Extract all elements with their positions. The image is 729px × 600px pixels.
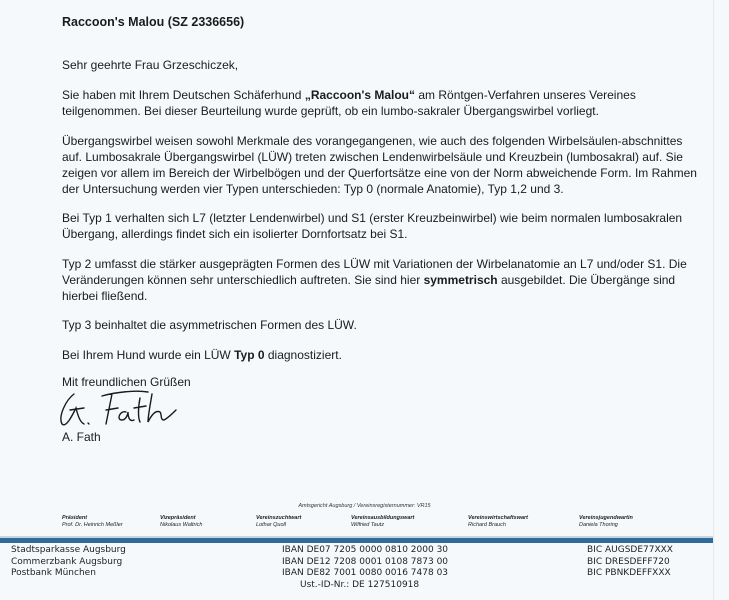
- board-role: Vizepräsident: [160, 515, 196, 521]
- letter-title: Raccoon's Malou (SZ 2336656): [62, 15, 245, 29]
- board-name: Prof. Dr. Heinrich Meßler: [62, 521, 123, 528]
- board-role: Vereinsausbildungswart: [351, 515, 415, 521]
- paragraph-type-2: [62, 256, 702, 304]
- footer-divider-bar: [0, 538, 713, 543]
- board-name: Wilfried Tautz: [351, 521, 385, 528]
- board-name: Lothar Quoll: [256, 521, 286, 528]
- court-registration: Amtsgericht Augsburg / Vereinsregisternummer: VR15: [298, 503, 431, 509]
- intro-text-1: Sie haben mit Ihrem Deutschen Schäferhund: [62, 88, 305, 102]
- board-name: Nikolaus Waltrich: [160, 521, 203, 528]
- vat-id: Ust.-ID-Nr.: DE 127510918: [300, 580, 420, 590]
- intro-text-2: am Röntgen-Verfahren unseres Vereines teilgenommen. Bei dieser Beurteilung wurde geprüft, ob ein lumbo-sakraler Übergangswirbel vorliegt.: [62, 88, 636, 118]
- bank-ibans: [282, 545, 448, 580]
- bank-names: [11, 545, 126, 580]
- bank-name: Postbank München: [11, 568, 96, 578]
- bank-iban: IBAN DE07 7205 0000 0810 2000 30: [282, 545, 449, 555]
- bank-bic: BIC AUGSDE77XXX: [587, 545, 673, 555]
- bank-name: Commerzbank Augsburg: [11, 556, 123, 567]
- board-member: [579, 515, 633, 528]
- bank-bic: BIC PBNKDEFFXXX: [587, 568, 671, 578]
- board-member: [62, 515, 123, 528]
- board-members: [0, 515, 729, 529]
- board-member: [256, 515, 301, 528]
- type-2-text-2: ausgebildet. Die Übergänge sind hierbei fließend.: [62, 273, 676, 303]
- bank-bics: [587, 545, 673, 580]
- signer-name: A. Fath: [62, 430, 101, 444]
- board-role: Vereinsjugendwartin: [579, 515, 633, 521]
- paragraph-type-3: Typ 3 beinhaltet die asymmetrischen Formen des LÜW.: [62, 318, 357, 332]
- closing: Mit freundlichen Grüßen: [62, 375, 191, 389]
- paragraph-intro: [62, 87, 702, 119]
- bank-bic: BIC DRESDEFF720: [587, 556, 670, 567]
- board-role: Präsident: [62, 515, 88, 521]
- bank-iban: IBAN DE82 7001 0080 0016 7478 03: [282, 568, 449, 578]
- dog-name: „Raccoon's Malou“: [304, 88, 416, 102]
- board-member: [351, 515, 414, 528]
- bank-name: Stadtsparkasse Augsburg: [11, 545, 126, 555]
- type-2-text-1: Typ 2 umfasst die stärker ausgeprägten Formen des LÜW mit Variationen der Wirbelanatomie an L7 und/oder S1. Die Veränderungen können sehr unterschiedlich auftreten. Sie sind hier: [62, 257, 687, 287]
- board-role: Vereinswirtschaftswart: [468, 515, 529, 521]
- board-role: Vereinszuchtwart: [256, 515, 302, 521]
- paragraph-diagnosis: [62, 347, 702, 363]
- salutation: Sehr geehrte Frau Grzeschiczek,: [62, 58, 239, 72]
- diagnosis-text-2: diagnostiziert.: [264, 348, 342, 362]
- diagnosis-text-1: Bei Ihrem Hund wurde ein LÜW: [62, 348, 235, 362]
- board-member: [160, 515, 202, 528]
- handwritten-signature: [56, 386, 186, 430]
- board-member: [468, 515, 528, 528]
- bank-iban: IBAN DE12 7208 0001 0108 7873 00: [282, 556, 449, 567]
- board-name: Daniela Thoring: [579, 521, 618, 528]
- paragraph-definition: Übergangswirbel weisen sowohl Merkmale des vorangegangenen, wie auch des folgenden Wirbelsäulen-abschnittes auf. Lumbosakrale Übergangswirbel (LÜW) treten zwischen Lendenwirbelsäule und Kreuzbein (lumbosakral) auf. Sie zeigen vor allem im Bereich der Wirbelbögen und der Querfortsätze eine von der Norm abweichende Form. Im Rahmen der Untersuchung werden vier Typen unterschieden: Typ 0 (normale Anatomie), Typ 1,2 und 3.: [62, 134, 697, 196]
- board-name: Richard Brauch: [468, 521, 506, 528]
- type-2-emphasis: symmetrisch: [423, 273, 498, 287]
- page-edge: [713, 0, 714, 600]
- paragraph-type-1: Bei Typ 1 verhalten sich L7 (letzter Lendenwirbel) und S1 (erster Kreuzbeinwirbel) wie beim normalen lumbosakralen Übergang, allerdings findet sich ein isolierter Dornfortsatz bei S1.: [62, 211, 683, 241]
- diagnosis-result: Typ 0: [234, 348, 265, 362]
